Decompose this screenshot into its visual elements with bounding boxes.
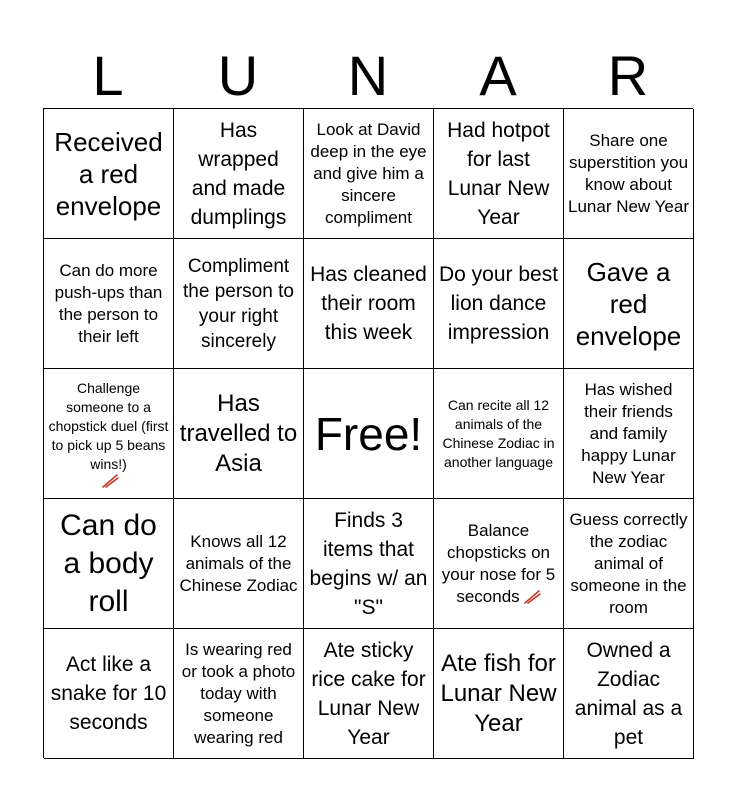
header-letter-n: N [347,44,389,107]
bingo-cell[interactable] [434,369,564,499]
bingo-cell[interactable] [564,499,694,629]
chopsticks-icon [523,590,541,604]
bingo-cell-text: Has wrapped and made dumplings [190,118,287,229]
bingo-cell[interactable] [304,499,434,629]
bingo-cell-text: Owned a Zodiac animal as a pet [574,638,683,749]
bingo-cell-text: Can do more push-ups than the person to their left [54,260,163,346]
bingo-cell[interactable] [44,499,174,629]
bingo-header [43,44,693,108]
bingo-cell-text: Is wearing red or took a photo today with someone wearing red [181,639,296,747]
header-letter-r: R [607,44,649,107]
bingo-cell[interactable] [304,109,434,239]
bingo-cell[interactable] [564,239,694,369]
bingo-cell-text: Finds 3 items that begins w/ an "S" [309,508,428,619]
bingo-cell[interactable] [434,109,564,239]
bingo-cell-text: Balance chopsticks on your nose for 5 seconds [441,520,556,606]
header-letter-l: L [92,44,124,107]
bingo-cell[interactable] [564,109,694,239]
bingo-cell[interactable] [434,629,564,759]
bingo-cell[interactable] [434,239,564,369]
bingo-cell-text: Act like a snake for 10 seconds [50,653,167,734]
bingo-cell-text: Knows all 12 animals of the Chinese Zodiac [179,531,298,595]
bingo-cell-text: Has wished their friends and family happy Lunar New Year [581,379,676,487]
bingo-cell-text: Guess correctly the zodiac animal of someone in the room [569,509,688,617]
bingo-cell[interactable] [174,629,304,759]
bingo-cell-text: Compliment the person to your right sincerely [183,255,294,352]
bingo-cell-text: Ate sticky rice cake for Lunar New Year [311,638,426,749]
bingo-cell-text: Received a red envelope [54,126,163,221]
bingo-cell-text: Had hotpot for last Lunar New Year [447,118,550,229]
chopsticks-icon-wrap [98,474,119,488]
bingo-cell[interactable] [304,239,434,369]
free-space-cell[interactable] [304,369,434,499]
bingo-cell-text: Has travelled to Asia [179,389,298,477]
bingo-cell[interactable] [174,369,304,499]
bingo-cell[interactable] [174,239,304,369]
bingo-cell-text: Look at David deep in the eye and give him a sincere compliment [310,119,427,227]
header-letter-a: A [479,44,517,107]
bingo-cell-text: Has cleaned their room this week [310,263,427,344]
bingo-cell[interactable] [44,239,174,369]
bingo-cell[interactable] [44,109,174,239]
bingo-cell[interactable] [434,499,564,629]
header-letter-u: U [217,44,259,107]
free-space-label: Free! [314,407,423,460]
bingo-cell-text: Do your best lion dance impression [438,263,559,344]
bingo-cell[interactable] [44,369,174,499]
bingo-cell[interactable] [564,629,694,759]
bingo-cell[interactable] [564,369,694,499]
bingo-cell[interactable] [44,629,174,759]
bingo-cell-text: Share one superstition you know about Lunar New Year [568,130,689,216]
bingo-cell-text: Ate fish for Lunar New Year [440,649,557,737]
bingo-cell-text: Can recite all 12 animals of the Chinese Zodiac in another language [442,396,555,470]
bingo-cell-text: Challenge someone to a chopstick duel (first to pick up 5 beans wins!) [48,379,169,472]
bingo-cell-text: Can do a body roll [60,508,157,618]
cell-text-with-icon [438,520,559,608]
chopsticks-icon [101,474,119,488]
bingo-cell[interactable] [174,109,304,239]
bingo-cell-text: Gave a red envelope [575,256,682,351]
bingo-cell[interactable] [174,499,304,629]
bingo-board [43,108,693,758]
bingo-cell[interactable] [304,629,434,759]
